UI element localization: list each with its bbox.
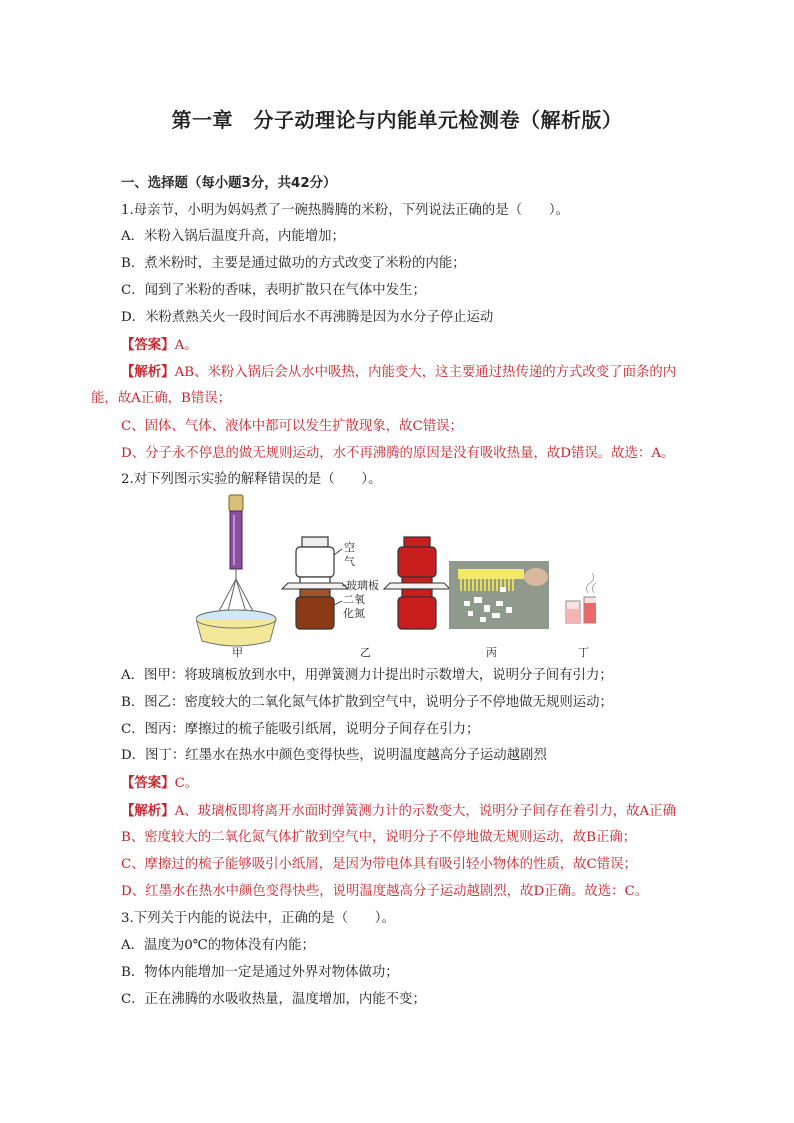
question-2-stem: 2.对下列图示实验的解释错误的是（ ）。: [121, 472, 382, 487]
page-title: 第一章 分子动理论与内能单元检测卷（解析版）: [171, 108, 623, 132]
explanation-tag: 【解析】: [121, 364, 175, 380]
question-2-option-b: B．图乙：密度较大的二氧化氮气体扩散到空气中，说明分子不停地做无规则运动；: [121, 695, 613, 710]
caption-yi: 乙: [360, 646, 371, 658]
question-1-option-a: A．米粉入锅后温度升高，内能增加；: [121, 229, 345, 244]
question-3-stem: 3.下列关于内能的说法中，正确的是（ ）。: [121, 911, 395, 926]
question-2-option-a: A．图甲：将玻璃板放到水中，用弹簧测力计提出时示数增大，说明分子间有引力；: [121, 668, 613, 683]
explanation-tag: 【解析】: [121, 803, 175, 819]
question-3-option-c: C．正在沸腾的水吸收热量，温度增加，内能不变；: [121, 992, 426, 1007]
label-glass-plate: 玻璃板: [346, 579, 379, 592]
question-2-explanation-line: C、摩擦过的梳子能够吸引小纸屑，是因为带电体具有吸引轻小物体的性质，故C错误；: [121, 857, 637, 872]
section-heading: 一、选择题（每小题3分，共42分）: [121, 176, 337, 191]
question-2-answer: [121, 774, 198, 793]
question-1-option-c: C．闻到了米粉的香味，表明扩散只在气体中发生；: [121, 283, 426, 298]
caption-ding: 丁: [578, 646, 589, 658]
question-2-explanation-line: B、密度较大的二氧化氮气体扩散到空气中，说明分子不停地做无规则运动，故B正确；: [121, 830, 637, 845]
answer-tag: 【答案】: [121, 775, 175, 791]
caption-bing: 丙: [486, 646, 497, 658]
question-1-explanation-line: C、固体、气体、液体中都可以发生扩散现象，故C错误；: [121, 419, 463, 434]
question-1-answer: [121, 336, 198, 355]
question-3-option-b: B．物体内能增加一定是通过外界对物体做功；: [121, 965, 399, 980]
figure-ding-beakers: [566, 573, 596, 623]
figure-jia-spring-scale: [196, 495, 276, 646]
answer-tag: 【答案】: [121, 337, 175, 353]
question-2-option-d: D．图丁：红墨水在热水中颜色变得快些，说明温度越高分子运动越剧烈: [121, 748, 547, 763]
question-3-option-a: A．温度为0℃的物体没有内能；: [121, 938, 315, 953]
question-1-stem: 1.母亲节，小明为妈妈煮了一碗热腾腾的米粉，下列说法正确的是（ ）。: [121, 203, 569, 218]
question-1-explanation-line: D、分子永不停息的做无规则运动，水不再沸腾的原因是没有吸收热量，故D错误。故选：A。: [121, 446, 675, 461]
figure-bing-comb-photo: [449, 561, 549, 629]
label-air-1: 空: [344, 541, 355, 554]
question-2-explanation-line: D、红墨水在热水中颜色变得快些，说明温度越高分子运动越剧烈，故D正确。故选：C。: [121, 884, 649, 899]
answer-value: C。: [174, 776, 199, 791]
question-1-explanation-line: 能，故A正确，B错误；: [91, 391, 232, 406]
label-no2-1: 二氧: [343, 593, 365, 606]
question-2-explanation-line: [121, 802, 676, 821]
answer-value: A。: [174, 338, 198, 353]
label-no2-2: 化氮: [343, 607, 365, 620]
question-1-option-d: D．米粉煮熟关火一段时间后水不再沸腾是因为水分子停止运动: [121, 310, 494, 325]
question-1-explanation-line: [121, 363, 676, 382]
caption-jia: 甲: [232, 646, 243, 658]
question-1-option-b: B．煮米粉时，主要是通过做功的方式改变了米粉的内能；: [121, 256, 466, 271]
question-2-option-c: C．图丙：摩擦过的梳子能吸引纸屑，说明分子间存在引力；: [121, 722, 480, 737]
explanation-text: A、玻璃板即将离开水面时弹簧测力计的示数变大，说明分子间存在着引力，故A正确: [174, 804, 676, 819]
label-air-2: 气: [344, 555, 355, 568]
experiment-figure: [196, 493, 596, 658]
explanation-text: AB、米粉入锅后会从水中吸热，内能变大，这主要通过热传递的方式改变了面条的内: [174, 365, 677, 380]
